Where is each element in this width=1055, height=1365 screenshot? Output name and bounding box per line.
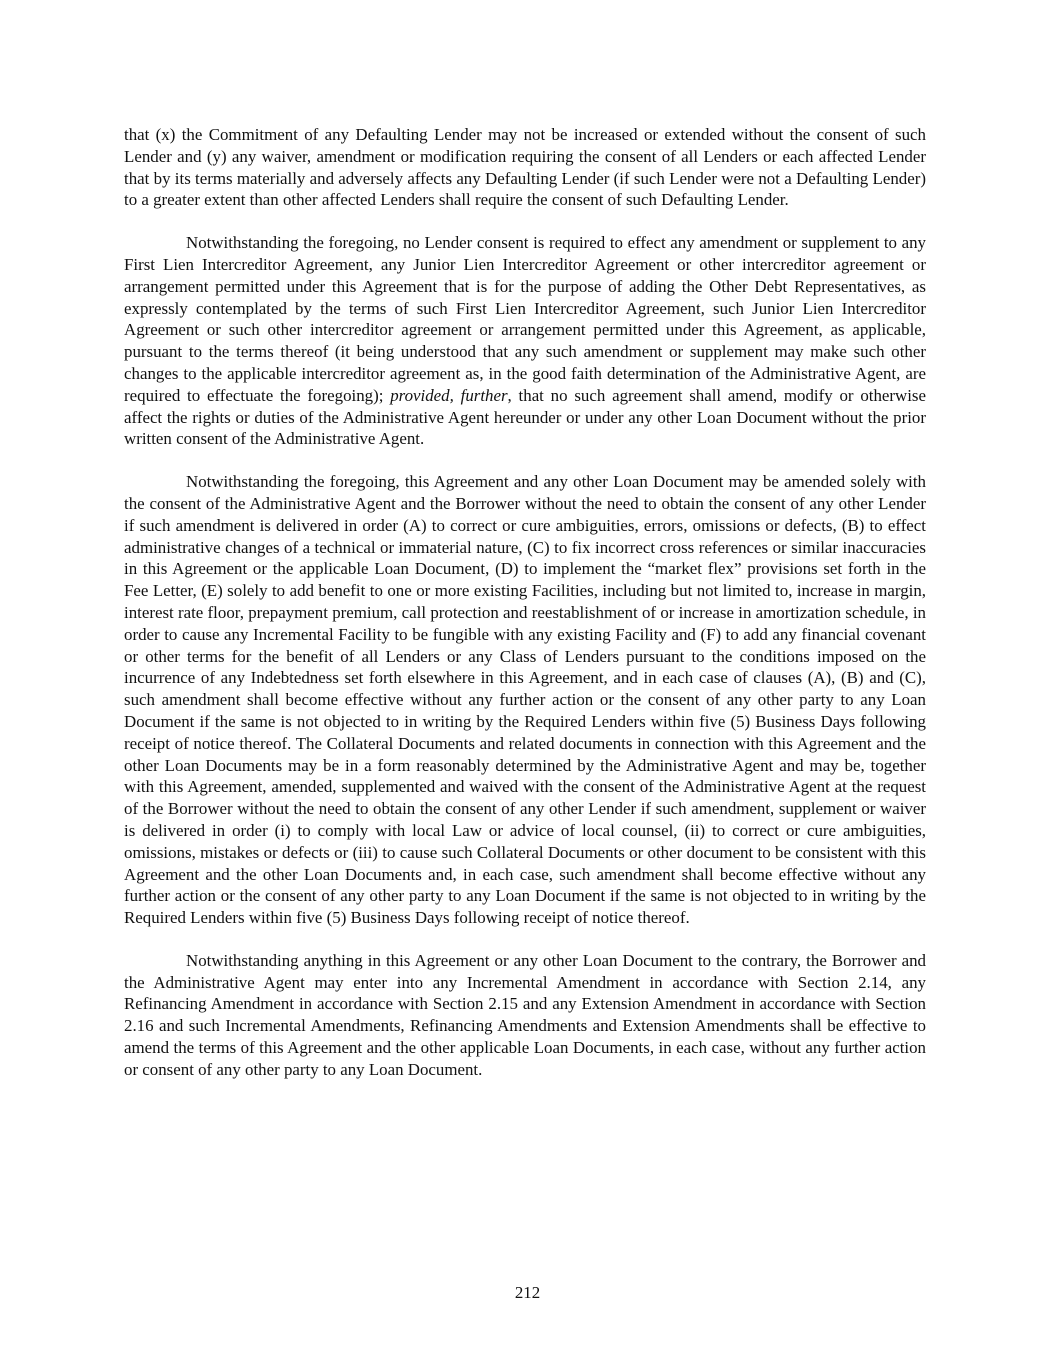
page-number: 212 (514, 1283, 541, 1302)
paragraph-defaulting-lender-consent: that (x) the Commitment of any Defaulting Lender may not be increased or extended without the consent of such Lender and (y) any waiver, amendment or modification requiring the consent of all Lenders or each affected Lender that by its terms materially and adversely affects any Defaulting Lender (if such Lender were not a Defaulting Lender) to a greater extent than other affected Lenders shall require the consent of such Defaulting Lender. (124, 125, 926, 210)
paragraph-incremental-amendments: Notwithstanding anything in this Agreement or any other Loan Document to the contrary, the Borrower and the Administrative Agent may enter into any Incremental Amendment in accordance with Section 2.14, any Refinancing Amendment in accordance with Section 2.15 and any Extension Amendment in accordance with Section 2.16 and such Incremental Amendments, Refinancing Amendments and Extension Amendments shall be effective to amend the terms of this Agreement and the other applicable Loan Documents, in each case, without any further action or consent of any other party to any Loan Document. (124, 950, 926, 1079)
document-body (124, 124, 926, 1102)
paragraph-intercreditor-amendments (124, 232, 926, 450)
paragraph-text: , that no such agreement shall amend, modify or otherwise affect the rights or duties of the Administrative Agent hereunder or under any other Loan Document without the prior written consent of the Administrative Agent. (124, 385, 926, 449)
paragraph-technical-amendments: Notwithstanding the foregoing, this Agreement and any other Loan Document may be amended solely with the consent of the Administrative Agent and the Borrower without the need to obtain the consent of any other Lender if such amendment is delivered in order (A) to correct or cure ambiguities, errors, omissions or defects, (B) to effect administrative changes of a technical or immaterial nature, (C) to fix incorrect cross references or similar inaccuracies in this Agreement or the applicable Loan Document, (D) to implement the “market flex” provisions set forth in the Fee Letter, (E) solely to add benefit to one or more existing Facilities, including but not limited to, increase in margin, interest rate floor, prepayment premium, call protection and reestablishment of or increase in amortization schedule, in order to cause any Incremental Facility to be fungible with any existing Facility and (F) to add any financial covenant or other terms for the benefit of all Lenders or any Class of Lenders pursuant to the conditions imposed on the incurrence of any Indebtedness set forth elsewhere in this Agreement, and in each case of clauses (A), (B) and (C), such amendment shall become effective without any further action or the consent of any other party to any Loan Document if the same is not objected to in writing by the Required Lenders within five (5) Business Days following receipt of notice thereof. The Collateral Documents and related documents in connection with this Agreement and the other Loan Documents may be in a form reasonably determined by the Administrative Agent and may be, together with this Agreement, amended, supplemented and waived with the consent of the Administrative Agent at the request of the Borrower without the need to obtain the consent of any other Lender if such amendment, supplement or waiver is delivered in order (i) to comply with local Law or advice of local counsel, (ii) to correct or cure ambiguities, omissions, mistakes or defects or (iii) to cause such Collateral Documents or other document to be consistent with this Agreement and the other Loan Documents and, in each case, such amendment shall become effective without any further action or the consent of any other party to any Loan Document if the same is not objected to in writing by the Required Lenders within five (5) Business Days following receipt of notice thereof. (124, 472, 926, 928)
italic-proviso: provided, further (390, 385, 508, 405)
paragraph-text: Notwithstanding the foregoing, no Lender consent is required to effect any amendment or supplement to any First Lien Intercreditor Agreement, any Junior Lien Intercreditor Agreement or other intercreditor agreement or arrangement permitted under this Agreement that is for the purpose of adding the Other Debt Representatives, as expressly contemplated by the terms of such First Lien Intercreditor Agreement, such Junior Lien Intercreditor Agreement or such other intercreditor agreement or arrangement permitted under this Agreement, as applicable, pursuant to the terms thereof (it being understood that any such amendment or supplement may make such other changes to the applicable intercreditor agreement as, in the good faith determination of the Administrative Agent, are required to effectuate the foregoing); (124, 233, 926, 405)
